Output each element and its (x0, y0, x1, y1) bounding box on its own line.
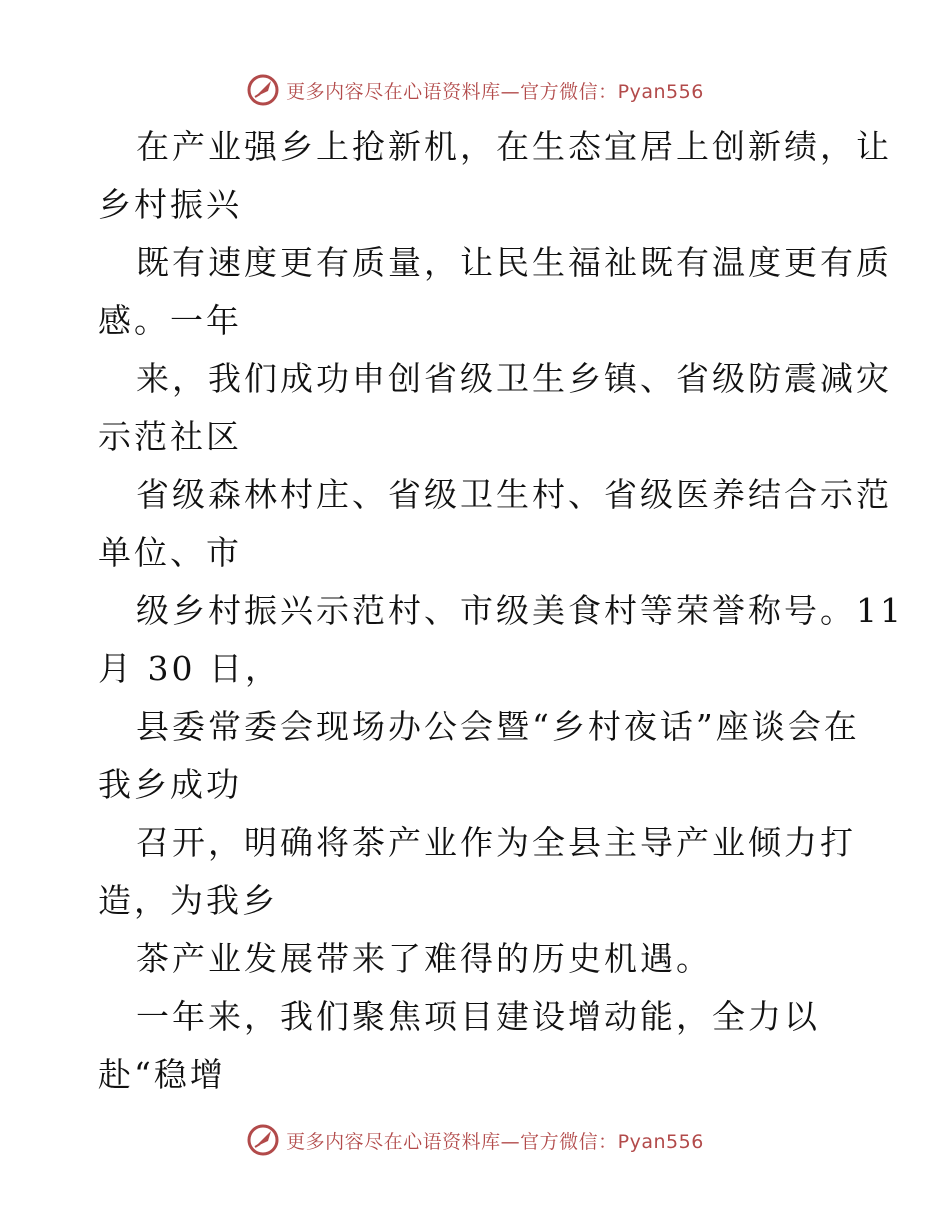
quill-circle-logo-icon (246, 1123, 280, 1157)
paragraph-line: 感。一年 (98, 301, 242, 340)
paragraph-line: 月 30 日， (98, 649, 281, 688)
paragraph-line: 来，我们成功申创省级卫生乡镇、省级防震减灾 (136, 359, 892, 398)
paragraph-line: 既有速度更有质量，让民生福祉既有温度更有质 (136, 243, 892, 282)
paragraph-line: 级乡村振兴示范村、市级美食村等荣誉称号。11 (136, 591, 904, 630)
paragraph-line: 召开，明确将茶产业作为全县主导产业倾力打 (136, 823, 856, 862)
paragraph-line: 我乡成功 (98, 765, 242, 804)
paragraph-line: 在产业强乡上抢新机，在生态宜居上创新绩，让 (136, 127, 892, 166)
paragraph-line: 茶产业发展带来了难得的历史机遇。 (136, 939, 712, 978)
footer-banner-text: 更多内容尽在心语资料库—官方微信：Pyan556 (286, 1130, 704, 1153)
paragraph-line: 赴“稳增 (98, 1055, 226, 1094)
paragraph-line: 省级森林村庄、省级卫生村、省级医养结合示范 (136, 475, 892, 514)
paragraph-line: 单位、市 (98, 533, 242, 572)
document-body (98, 118, 904, 1104)
header-banner-text: 更多内容尽在心语资料库—官方微信：Pyan556 (286, 80, 704, 103)
paragraph-line: 造，为我乡 (98, 881, 278, 920)
paragraph-line: 乡村振兴 (98, 185, 242, 224)
paragraph-line: 一年来，我们聚焦项目建设增动能，全力以 (136, 997, 820, 1036)
paragraph-line: 县委常委会现场办公会暨“乡村夜话”座谈会在 (136, 707, 860, 746)
quill-circle-logo-icon (246, 73, 280, 107)
footer-banner (0, 1118, 950, 1162)
header-banner (0, 68, 950, 112)
paragraph-line: 示范社区 (98, 417, 242, 456)
